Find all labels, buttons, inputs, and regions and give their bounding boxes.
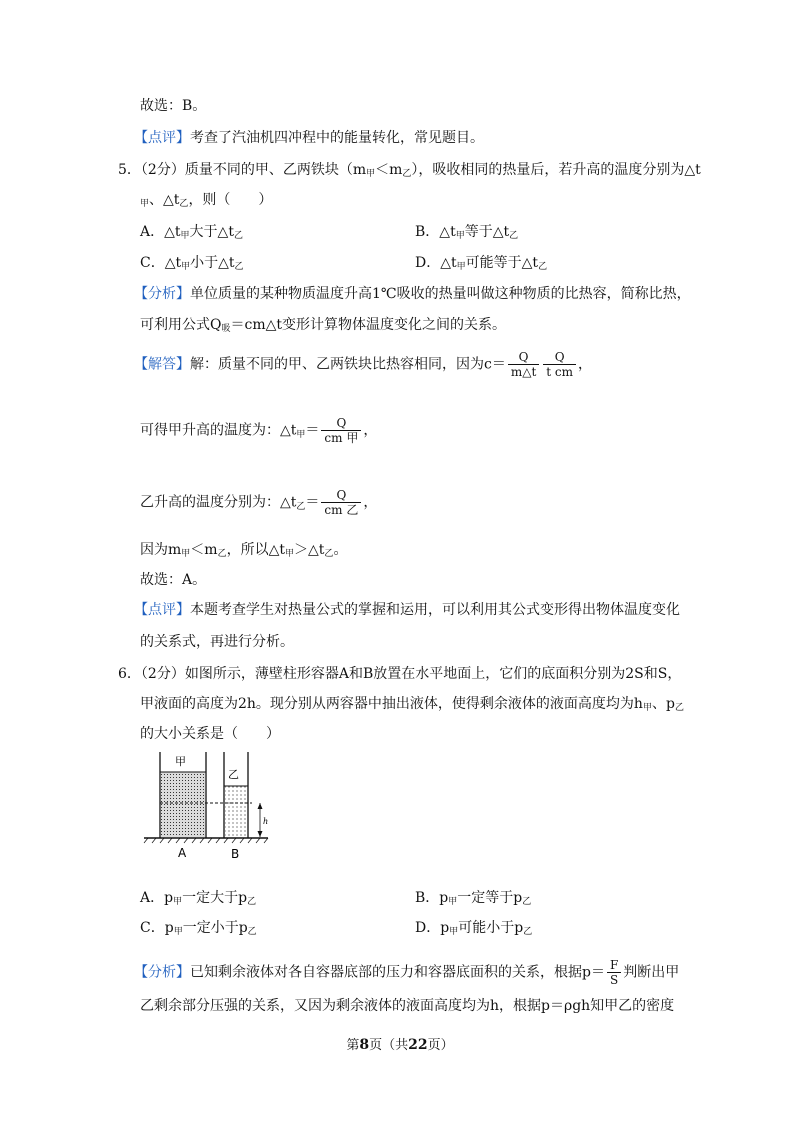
label-h: h (263, 817, 269, 826)
answer-5-line2: 可得甲升高的温度为：△t甲＝ $\frac{Q}{\text{cm 甲}}$ ， (140, 416, 378, 445)
page-footer: 第8页（共22页） (346, 1037, 454, 1053)
question-5-line2: 甲、△t乙，则（ ） (140, 192, 273, 209)
review-5-line2: 的关系式，再进行分析。 (140, 634, 294, 650)
q6-option-a[interactable]: A．p甲一定大于p乙 (140, 890, 257, 907)
liquid-yi (225, 786, 247, 837)
container-figure (140, 750, 280, 862)
analysis-5-line2: 可利用公式Q吸＝cm△t变形计算物体温度变化之间的关系。 (140, 317, 507, 334)
analysis-6-line1: 【分析】已知剩余液体对各自容器底部的压力和容器底面积的关系，根据p＝ $\frac{F}{S}$ 判断出甲 (134, 958, 680, 987)
label-yi: 乙 (228, 768, 239, 781)
q5-option-b[interactable]: B．△t甲等于△t乙 (415, 224, 519, 241)
q5-option-d[interactable]: D．△t甲可能等于△t乙 (415, 255, 548, 272)
q6-option-c[interactable]: C．p甲一定小于p乙 (140, 920, 257, 937)
formula-fraction-2: $\frac{Q}{\text{t cm}}$ (543, 350, 576, 379)
q5-option-c[interactable]: C．△t甲小于△t乙 (140, 255, 244, 272)
answer-choice-line: 故选：B。 (140, 98, 207, 114)
answer-5-choice: 故选：A。 (140, 572, 207, 588)
liquid-jia (161, 772, 205, 837)
review-line: 【点评】考查了汽油机四冲程中的能量转化，常见题目。 (134, 130, 484, 146)
pressure-formula-fraction: $\frac{F}{S}$ (607, 958, 621, 987)
q6-option-d[interactable]: D．p甲可能小于p乙 (415, 920, 533, 937)
q5-option-a[interactable]: A．△t甲大于△t乙 (140, 224, 243, 241)
answer-5-line4: 因为m甲＜m乙，所以△t甲＞△t乙。 (140, 542, 348, 559)
answer-5-line1: 【解答】解：质量不同的甲、乙两铁块比热容相同，因为c＝ $\frac{Q}{m\triangle t}$ $\frac{Q}{\text{t cm}}$ ， (134, 350, 593, 379)
formula-fraction-4: $\frac{Q}{\text{cm 乙}}$ (321, 488, 361, 517)
question-6-line1: 6．（2分）如图所示，薄壁柱形容器A和B放置在水平地面上，它们的底面积分别为2S和S， (118, 666, 682, 682)
analysis-6-line2: 乙剩余部分压强的关系，又因为剩余液体的液面高度均为h，根据p＝ρgh知甲乙的密度 (140, 998, 675, 1014)
question-6-line2: 甲液面的高度为2h。现分别从两容器中抽出液体，使得剩余液体的液面高度均为h甲、p乙 (140, 696, 684, 713)
label-jia: 甲 (175, 755, 186, 768)
review-tag: 【点评】 (134, 602, 190, 618)
label-b: B (231, 847, 240, 861)
question-5-line1: 5．（2分）质量不同的甲、乙两铁块（m甲＜m乙），吸收相同的热量后，若升高的温度分别为△t (118, 162, 701, 179)
analysis-tag: 【分析】 (134, 286, 190, 302)
answer-5-line3: 乙升高的温度分别为：△t乙＝ $\frac{Q}{\text{cm 乙}}$ ， (140, 488, 378, 517)
label-a: A (178, 846, 187, 860)
formula-fraction-1: $\frac{Q}{m\triangle t}$ (508, 350, 539, 379)
page-number: 8 (359, 1037, 370, 1053)
question-6-line3: 的大小关系是（ ） (140, 726, 280, 742)
analysis-5-line1: 【分析】单位质量的某种物质温度升高1℃吸收的热量叫做这种物质的比热容，简称比热， (134, 286, 691, 302)
review-tag: 【点评】 (134, 130, 190, 146)
review-5-line1: 【点评】本题考查学生对热量公式的掌握和运用，可以利用其公式变形得出物体温度变化 (134, 602, 680, 618)
q6-option-b[interactable]: B．p甲一定等于p乙 (415, 890, 532, 907)
answer-tag: 【解答】 (134, 356, 190, 373)
page-total: 22 (408, 1037, 428, 1053)
formula-fraction-3: $\frac{Q}{\text{cm 甲}}$ (321, 416, 361, 445)
analysis-tag: 【分析】 (134, 964, 190, 981)
